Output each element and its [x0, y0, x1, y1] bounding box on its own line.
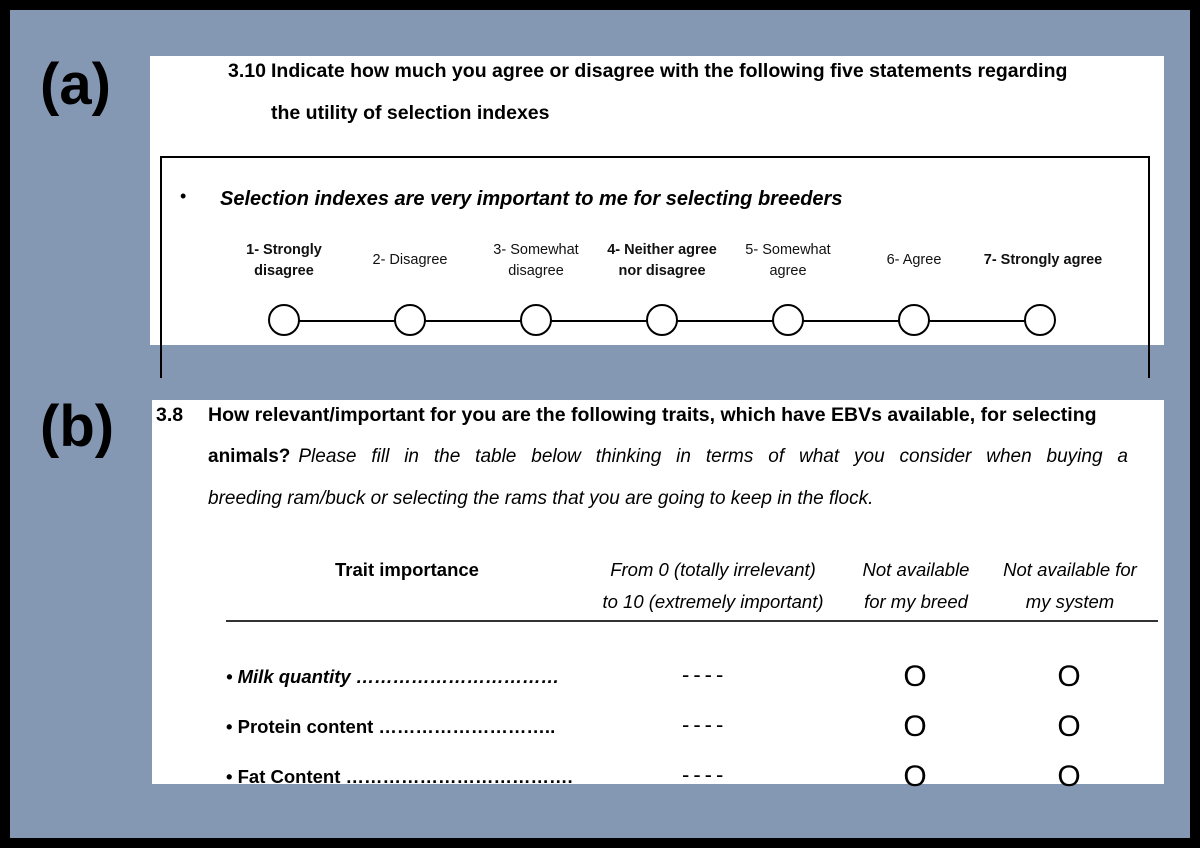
question-line-3-b: breeding ram/buck or selecting the rams that you are going to keep in the flock.: [208, 488, 874, 509]
panel-a-label: (a): [40, 52, 111, 117]
score-field[interactable]: ----: [682, 762, 728, 787]
panel-b-label: (b): [40, 394, 115, 459]
figure-frame: [10, 10, 1190, 838]
scale-label-7: 7- Strongly agree: [983, 252, 1103, 268]
question-line-1-b: How relevant/important for you are the following traits, which have EBVs available, for selecting: [208, 404, 1097, 426]
question-number-b: 3.8: [156, 404, 184, 426]
scale-option-2[interactable]: [394, 304, 426, 336]
score-field[interactable]: ----: [682, 712, 728, 737]
scale-option-3[interactable]: [520, 304, 552, 336]
system-option[interactable]: O: [1057, 760, 1081, 793]
statement-text: Selection indexes are very important to me for selecting breeders: [220, 188, 843, 210]
system-option[interactable]: O: [1057, 710, 1081, 743]
scale-label-2: 2- Disagree: [372, 252, 448, 268]
scale-label-5: 5- Somewhat agree: [745, 242, 831, 279]
question-number-a: 3.10: [228, 60, 266, 82]
system-option[interactable]: O: [1057, 660, 1081, 693]
bullet-icon: •: [180, 186, 187, 206]
score-field[interactable]: ----: [682, 662, 728, 687]
question-line-2-b: animals? Please fill in the table below thinking in terms of what you consider when buying a: [208, 446, 1128, 467]
scale-option-4[interactable]: [646, 304, 678, 336]
column-header-trait: Trait importance: [335, 559, 479, 580]
breed-option[interactable]: O: [903, 760, 927, 793]
column-header-system: Not available for my system: [1003, 559, 1137, 612]
breed-option[interactable]: O: [903, 660, 927, 693]
scale-label-4: 4- Neither agree nor disagree: [607, 242, 717, 279]
question-line-1-a: Indicate how much you agree or disagree with the following five statements regarding: [271, 60, 1068, 82]
column-header-score: From 0 (totally irrelevant) to 10 (extremely important): [602, 559, 824, 612]
scale-label-3: 3- Somewhat disagree: [493, 242, 579, 279]
breed-option[interactable]: O: [903, 710, 927, 743]
scale-label-6: 6- Agree: [886, 252, 942, 268]
panel-b: [152, 400, 1164, 793]
trait-protein-content: • Protein content ………………………..: [226, 716, 556, 737]
scale-option-5[interactable]: [772, 304, 804, 336]
scale-label-1: 1- Strongly disagree: [246, 242, 322, 279]
header-rule: [226, 620, 1158, 622]
statement-box: [160, 156, 1150, 378]
panel-a: [150, 56, 1164, 345]
scale-option-7[interactable]: [1024, 304, 1056, 336]
question-line-2-a: the utility of selection indexes: [271, 102, 550, 124]
trait-fat-content: • Fat Content ……………………………….: [226, 766, 573, 787]
trait-milk-quantity: • Milk quantity ……………………………: [226, 666, 560, 687]
scale-option-6[interactable]: [898, 304, 930, 336]
scale-option-1[interactable]: [268, 304, 300, 336]
column-header-breed: Not available for my breed: [862, 559, 970, 612]
